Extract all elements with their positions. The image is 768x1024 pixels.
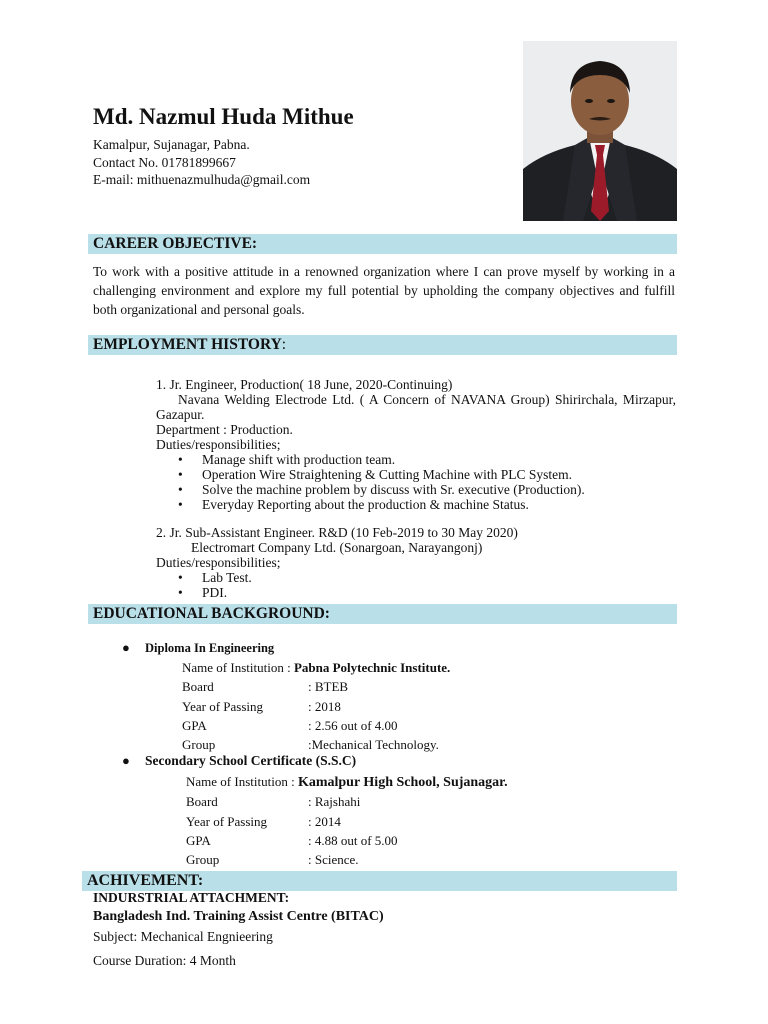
degree-title: Secondary School Certificate (S.S.C) (145, 753, 357, 768)
institution-name: Kamalpur High School, Sujanagar. (297, 775, 508, 790)
employment-history-label: EMPLOYMENT HISTORY (93, 336, 282, 353)
bullet-icon: ● (122, 753, 130, 768)
company-name: Navana Welding Electrode Ltd. ( A Concern of NAVANA Group) Shirirchala, Mirzapur, Gazapur. (156, 392, 676, 422)
list-item: • Lab Test. (202, 570, 676, 585)
training-centre: Bangladesh Ind. Training Assist Centre (BITAC) (93, 909, 384, 924)
industrial-attachment-label: INDURSTRIAL ATTACHMENT: (93, 890, 290, 905)
employment-entry-2 (156, 525, 676, 600)
detail-row: Group :Mechanical Technology. (182, 737, 439, 753)
job-title: 2. Jr. Sub-Assistant Engineer. R&D (10 Feb-2019 to 30 May 2020) (156, 525, 518, 540)
list-item: • Operation Wire Straightening & Cutting Machine with PLC System. (202, 467, 676, 482)
profile-photo (523, 41, 677, 221)
detail-row: GPA : 2.56 out of 4.00 (182, 717, 398, 733)
duties-list (156, 452, 676, 512)
list-item: • PDI. (202, 585, 676, 600)
duties-label: Duties/responsibilities; (156, 555, 281, 570)
employment-entry-1 (156, 377, 676, 512)
course-duration-text: Course Duration: 4 Month (93, 953, 236, 968)
career-objective-text: To work with a positive attitude in a renowned organization where I can prove myself by working in a challenging environment and explore my full potential by upholding the company objectives and fulfill both organizational and personal goals. (93, 264, 675, 317)
institution-label: Name of Institution : (182, 660, 291, 675)
employment-history-heading: EMPLOYMENT HISTORY: (88, 335, 677, 355)
portrait-illustration (523, 41, 677, 221)
education-heading: EDUCATIONAL BACKGROUND: (88, 604, 677, 624)
list-item: • Solve the machine problem by discuss with Sr. executive (Production). (202, 482, 676, 497)
detail-row: Board : BTEB (182, 679, 349, 695)
page-title: Md. Nazmul Huda Mithue (93, 104, 354, 129)
achievement-heading: ACHIVEMENT: (82, 871, 677, 891)
department-text: Department : Production. (156, 422, 293, 437)
contact-number: Contact No. 01781899667 (93, 154, 236, 170)
institution-label: Name of Institution : (186, 774, 295, 789)
detail-row: Year of Passing : 2014 (186, 813, 341, 829)
education-details-2 (186, 772, 508, 869)
contact-block (93, 136, 310, 189)
institution-row (182, 658, 450, 677)
bullet-icon: ● (122, 640, 130, 655)
duties-label: Duties/responsibilities; (156, 437, 281, 452)
job-title: 1. Jr. Engineer, Production( 18 June, 2020-Continuing) (156, 377, 453, 392)
detail-row: GPA : 4.88 out of 5.00 (186, 832, 398, 848)
duties-list (156, 570, 676, 600)
institution-name: Pabna Polytechnic Institute. (293, 660, 451, 675)
education-details-1 (182, 658, 450, 754)
list-item: • Everyday Reporting about the production & machine Status. (202, 497, 676, 512)
company-name: Electromart Company Ltd. (Sonargoan, Narayangonj) (191, 540, 483, 555)
list-item: • Manage shift with production team. (202, 452, 676, 467)
detail-row: Group : Science. (186, 852, 359, 868)
degree-title: Diploma In Engineering (145, 641, 275, 655)
address-text: Kamalpur, Sujanagar, Pabna. (93, 137, 250, 152)
institution-row (186, 772, 508, 792)
detail-row: Board : Rajshahi (186, 794, 361, 810)
detail-row: Year of Passing : 2018 (182, 698, 341, 714)
career-objective-heading: CAREER OBJECTIVE: (88, 234, 677, 254)
subject-text: Subject: Mechanical Engnieering (93, 929, 273, 944)
email-text: E-mail: mithuenazmulhuda@gmail.com (93, 172, 311, 187)
